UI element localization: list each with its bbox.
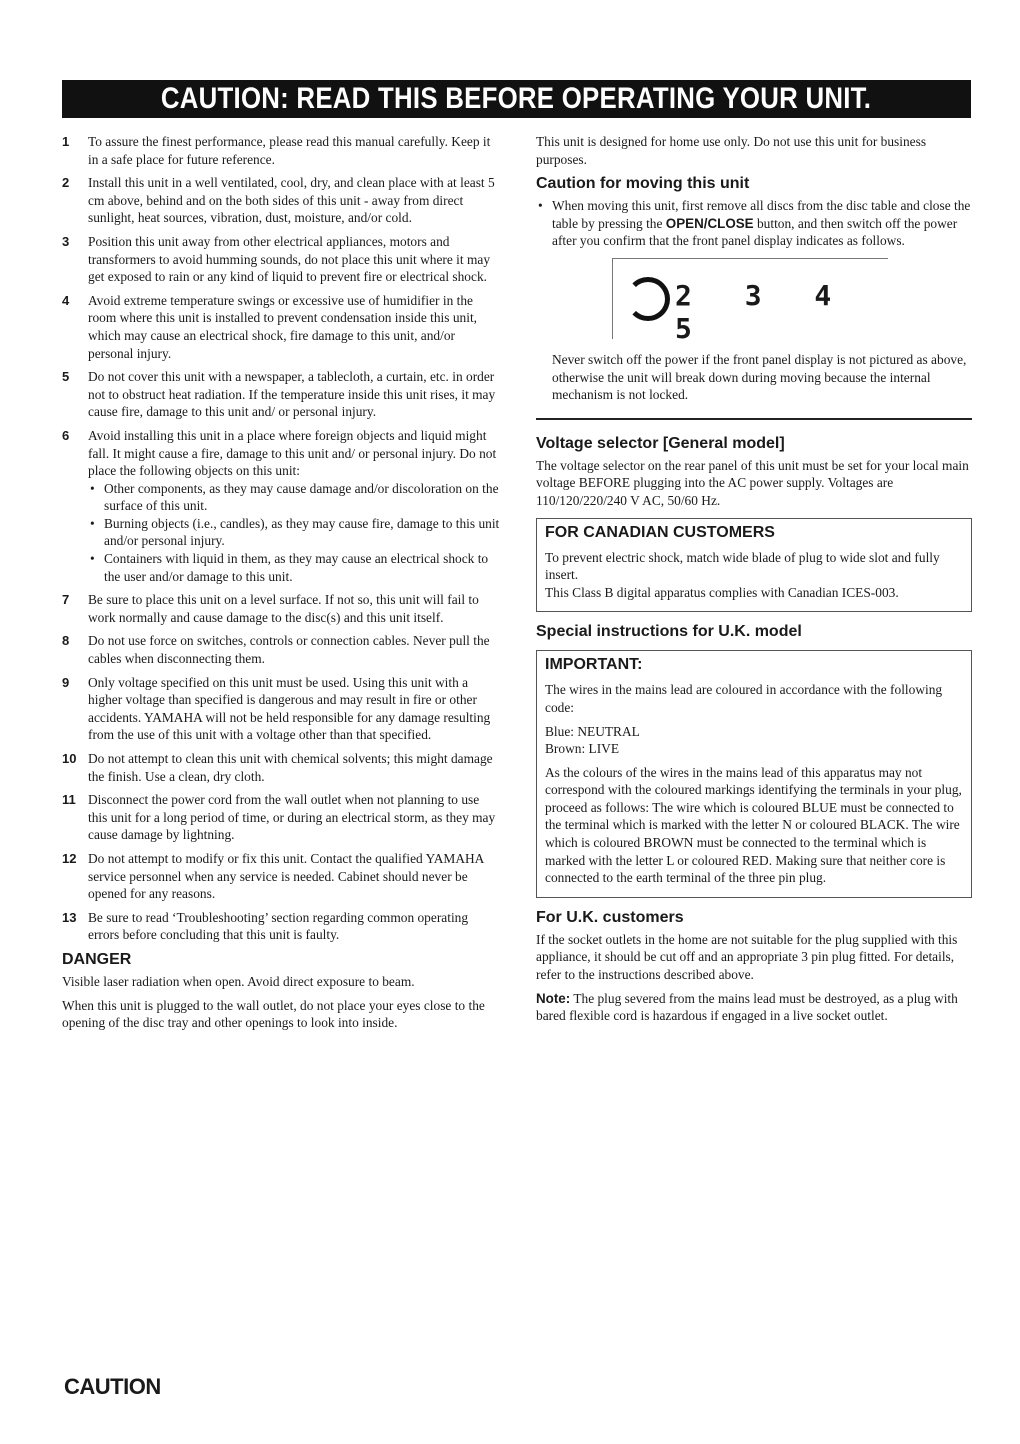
item-text: Do not use force on switches, controls or connection cables. Never pull the cables when disconnecting them. (88, 633, 490, 667)
list-item (62, 791, 500, 844)
item-text: Do not attempt to modify or fix this unit. Contact the qualified YAMAHA service personnel when any service is needed. Cabinet should never be opened for any reasons. (88, 850, 484, 902)
item-number: 3 (62, 233, 70, 249)
item-number: 5 (62, 369, 70, 385)
left-column (62, 133, 500, 1038)
moving-bullet: • When moving this unit, first remove all discs from the disc table and close the table by pressing the OPEN/CLOSE button, and then switch off the power after you confirm that the front panel display indicates as follows. (538, 198, 971, 249)
canadian-text-2: This Class B digital apparatus complies with Canadian ICES-003. (545, 584, 899, 600)
section-divider (536, 418, 972, 420)
list-item (62, 750, 500, 785)
important-box (536, 650, 972, 898)
item-number: 10 (62, 751, 77, 766)
list-item (62, 427, 500, 585)
wire-brown: Brown: LIVE (545, 741, 620, 757)
item-text: To assure the finest performance, please read this manual carefully. Keep it in a safe place for future reference. (88, 134, 491, 167)
banner-title: CAUTION: READ THIS BEFORE OPERATING YOUR UNIT. (161, 82, 872, 115)
uk-customers-note: Note: The plug severed from the mains lead must be destroyed, as a plug with bared flexible cord is hazardous if engaged in a live socket outlet. (536, 990, 958, 1024)
item-text: Be sure to read ‘Troubleshooting’ section regarding common operating errors before concluding that this unit is faulty. (88, 909, 469, 943)
danger-text-2: When this unit is plugged to the wall outlet, do not place your eyes close to the opening of the disc tray and other openings to look into inside. (62, 997, 485, 1031)
item-number: 7 (62, 592, 70, 608)
item-text: Avoid extreme temperature swings or excessive use of humidifier in the room where this unit is installed to prevent condensation inside this unit, which may cause an electrical shock, fire damage to this unit, and/or personal injury. (88, 292, 478, 361)
list-item (62, 133, 500, 168)
display-digits: 2 3 4 5 (675, 278, 850, 345)
sub-list (88, 480, 500, 586)
uk-customers-text: If the socket outlets in the home are not suitable for the plug supplied with this appliance, it should be cut off and an appropriate 3 pin plug fitted. For details, refer to the instructions described above. (536, 931, 958, 983)
item-text: Be sure to place this unit on a level surface. If not so, this unit will fail to work normally and cause damage to the disc(s) and this unit itself. (88, 592, 479, 625)
wire-blue: Blue: NEUTRAL (545, 723, 640, 739)
item-text: Disconnect the power cord from the wall outlet when not planning to use this unit for a long period of time, or during an electrical storm, as they may cause damage by lightning. (88, 792, 496, 843)
uk-customers-heading: For U.K. customers (536, 908, 684, 926)
item-text: Position this unit away from other electrical appliances, motors and transformers to avoid humming sounds, do not place this unit where it may get exposed to rain or any kind of liquid to prevent fire or electrical shock. (88, 233, 491, 285)
canadian-box (536, 518, 972, 613)
canadian-heading: FOR CANADIAN CUSTOMERS (545, 523, 775, 541)
item-text: Do not cover this unit with a newspaper, a tablecloth, a curtain, etc. in order not to obstruct heat radiation. If the temperature inside this unit rises, it may cause fire, damage to this unit and/ or personal injury. (88, 369, 496, 420)
danger-heading: DANGER (62, 950, 132, 968)
moving-note: Never switch off the power if the front panel display is not pictured as above, otherwise the unit will break down during moving because the internal mechanism is not locked. (552, 351, 967, 403)
item-number: 2 (62, 175, 70, 191)
list-item (62, 850, 500, 903)
voltage-heading: Voltage selector [General model] (536, 434, 785, 452)
canadian-text: To prevent electric shock, match wide blade of plug to wide slot and fully insert. (545, 549, 940, 583)
important-text: The wires in the mains lead are coloured in accordance with the following code: (545, 682, 943, 715)
sub-list-item: • Containers with liquid in them, as they may cause an electrical shock to the user and/or damage to this unit. (90, 551, 489, 584)
list-item (62, 174, 500, 227)
list-item (62, 909, 500, 944)
list-item (62, 674, 500, 744)
item-number: 11 (62, 792, 76, 808)
item-number: 6 (62, 427, 70, 443)
open-close-button-label: OPEN/CLOSE (665, 215, 754, 231)
intro-text: This unit is designed for home use only. Do not use this unit for business purposes. (536, 134, 927, 167)
list-item (62, 292, 500, 362)
important-heading: IMPORTANT: (545, 656, 643, 674)
page-banner (62, 80, 971, 118)
list-item (62, 368, 500, 421)
list-item (62, 632, 500, 667)
item-number: 8 (62, 633, 70, 649)
moving-heading: Caution for moving this unit (536, 175, 750, 193)
footer-section-label: CAUTION (64, 1374, 161, 1399)
important-text-2: As the colours of the wires in the mains lead of this apparatus may not correspond with the coloured markings identifying the terminals in your plug, proceed as follows: The wire which is coloured BLUE must be connected to the terminal which is marked with the letter N or coloured BLACK. The wire which is coloured BROWN must be connected to the terminal which is marked with the letter L or coloured RED. Making sure that neither core is connected to the earth terminal of the three pin plug. (545, 764, 962, 886)
right-column (536, 133, 972, 1031)
list-item (62, 591, 500, 626)
sub-list-item: • Other components, as they may cause damage and/or discoloration on the surface of this unit. (90, 480, 499, 514)
item-number: 13 (62, 909, 77, 925)
uk-special-heading: Special instructions for U.K. model (536, 623, 802, 641)
item-number: 1 (62, 134, 70, 149)
disc-icon (626, 277, 670, 321)
front-panel-display (612, 258, 888, 345)
note-label: Note: (536, 990, 571, 1006)
item-text: Only voltage specified on this unit must be used. Using this unit with a higher voltage than specified is dangerous and may result in fire or other accidents. YAMAHA will not be held responsible for any damage resulting from the use of this unit with a voltage other than that specified. (88, 674, 491, 743)
item-text: Install this unit in a well ventilated, cool, dry, and clean place with at least 5 cm above, behind and on the both sides of this unit - away from direct sunlight, heat sources, vibration, dust, moisture, and/or cold. (88, 175, 495, 226)
sub-list-item: • Burning objects (i.e., candles), as they may cause fire, damage to this unit and/or personal injury. (90, 515, 500, 549)
list-item (62, 233, 500, 286)
item-number: 4 (62, 292, 70, 308)
voltage-text: The voltage selector on the rear panel of this unit must be set for your local main voltage BEFORE plugging into the AC power supply. Voltages are 110/120/220/240 V AC, 50/60 Hz. (536, 457, 969, 508)
item-number: 12 (62, 850, 77, 866)
danger-text: Visible laser radiation when open. Avoid direct exposure to beam. (62, 973, 415, 989)
moving-section (536, 197, 972, 404)
item-text: Avoid installing this unit in a place where foreign objects and liquid might fall. It might cause a fire, damage to this unit and/ or personal injury. Do not place the following objects on this unit: (88, 427, 497, 479)
item-number: 9 (62, 674, 70, 690)
item-text: Do not attempt to clean this unit with chemical solvents; this might damage the finish. Use a clean, dry cloth. (88, 751, 493, 784)
